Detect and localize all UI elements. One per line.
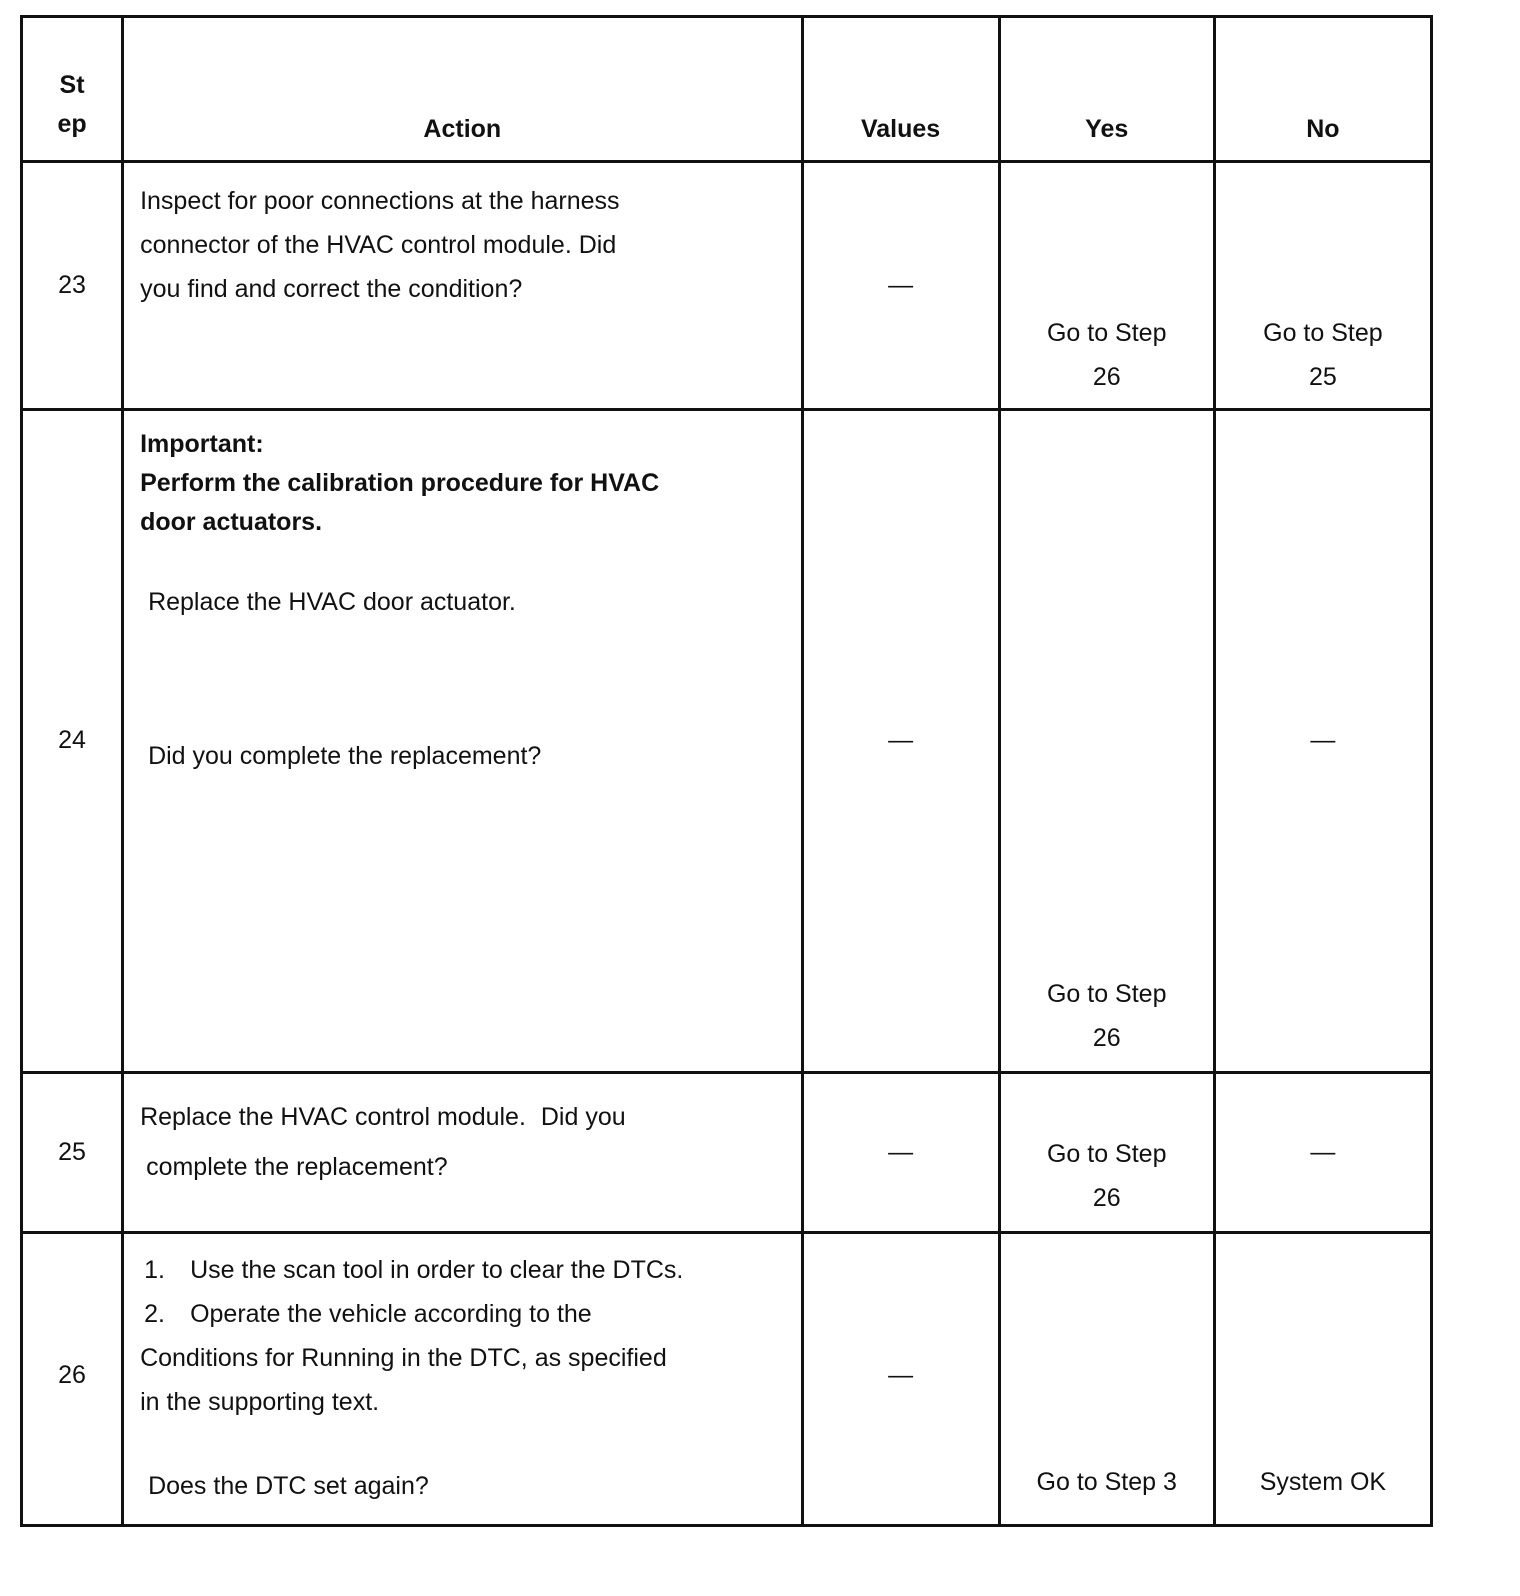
yes-cell xyxy=(999,1233,1214,1526)
no-result: System OK xyxy=(1259,1468,1387,1496)
action-text: Replace the HVAC door actuator. xyxy=(148,588,516,616)
action-question: Did you xyxy=(540,1103,626,1131)
table-row xyxy=(22,162,1432,410)
diagnostic-table xyxy=(20,15,1433,1527)
no-goto-link[interactable]: Go to Step xyxy=(1263,319,1383,347)
header-step-line1: St xyxy=(59,71,85,99)
values-dash: — xyxy=(888,271,914,299)
no-cell xyxy=(1214,410,1431,1073)
yes-goto-link[interactable]: Go to Step xyxy=(1046,980,1167,1008)
important-label: Important: xyxy=(140,430,264,458)
important-text: Perform the calibration procedure for HVAC xyxy=(140,469,660,497)
no-cell xyxy=(1214,162,1431,410)
list-item: 1. Use the scan tool in order to clear the DTCs. xyxy=(144,1256,684,1284)
header-values: Values xyxy=(802,17,999,162)
values-cell xyxy=(802,162,999,410)
no-goto-step[interactable]: 25 xyxy=(1308,363,1337,391)
header-step-line2: ep xyxy=(57,110,87,138)
step-number: 23 xyxy=(58,271,86,299)
header-yes: Yes xyxy=(999,17,1214,162)
header-no: No xyxy=(1214,17,1431,162)
action-text: Conditions for Running in the DTC, as specified xyxy=(140,1344,667,1372)
yes-cell xyxy=(999,410,1214,1073)
no-dash: — xyxy=(1310,1138,1336,1166)
header-row xyxy=(22,17,1432,162)
table-row xyxy=(22,1073,1432,1233)
step-number: 26 xyxy=(58,1361,86,1389)
action-cell xyxy=(123,410,802,1073)
yes-cell xyxy=(999,162,1214,410)
no-cell xyxy=(1214,1073,1431,1233)
header-step xyxy=(22,17,123,162)
values-dash: — xyxy=(888,726,914,754)
action-text: connector of the HVAC control module. Did xyxy=(140,231,617,259)
action-question: Did you complete the replacement? xyxy=(148,742,542,770)
yes-goto-link[interactable]: Go to Step xyxy=(1046,319,1167,347)
values-cell xyxy=(802,1073,999,1233)
yes-goto-step[interactable]: 26 xyxy=(1092,1184,1121,1212)
action-text: you find and correct the condition? xyxy=(140,275,523,303)
action-text: in the supporting text. xyxy=(140,1388,380,1416)
action-text: Inspect for poor connections at the harness xyxy=(140,187,620,215)
yes-cell xyxy=(999,1073,1214,1233)
step-number: 24 xyxy=(58,726,86,754)
values-cell xyxy=(802,1233,999,1526)
action-list xyxy=(140,1248,790,1336)
values-cell xyxy=(802,410,999,1073)
yes-goto-link[interactable]: Go to Step xyxy=(1046,1140,1167,1168)
yes-goto-link[interactable]: Go to Step 3 xyxy=(1036,1468,1177,1496)
yes-goto-step[interactable]: 26 xyxy=(1092,1024,1121,1052)
action-cell xyxy=(123,162,802,410)
action-text: Replace the HVAC control module. xyxy=(140,1103,526,1131)
no-cell xyxy=(1214,1233,1431,1526)
table-row xyxy=(22,410,1432,1073)
list-item: 2. Operate the vehicle according to the xyxy=(144,1300,592,1328)
step-number: 25 xyxy=(58,1138,86,1166)
action-question: complete the replacement? xyxy=(146,1153,448,1181)
values-dash: — xyxy=(888,1138,914,1166)
step-cell xyxy=(22,410,123,1073)
step-cell xyxy=(22,162,123,410)
action-question: Does the DTC set again? xyxy=(148,1472,429,1500)
table-row xyxy=(22,1233,1432,1526)
action-cell xyxy=(123,1073,802,1233)
yes-goto-step[interactable]: 26 xyxy=(1092,363,1121,391)
important-text: door actuators. xyxy=(140,508,323,536)
no-dash: — xyxy=(1310,726,1336,754)
step-cell xyxy=(22,1073,123,1233)
action-cell xyxy=(123,1233,802,1526)
values-dash: — xyxy=(888,1361,914,1389)
step-cell xyxy=(22,1233,123,1526)
header-action: Action xyxy=(123,17,802,162)
